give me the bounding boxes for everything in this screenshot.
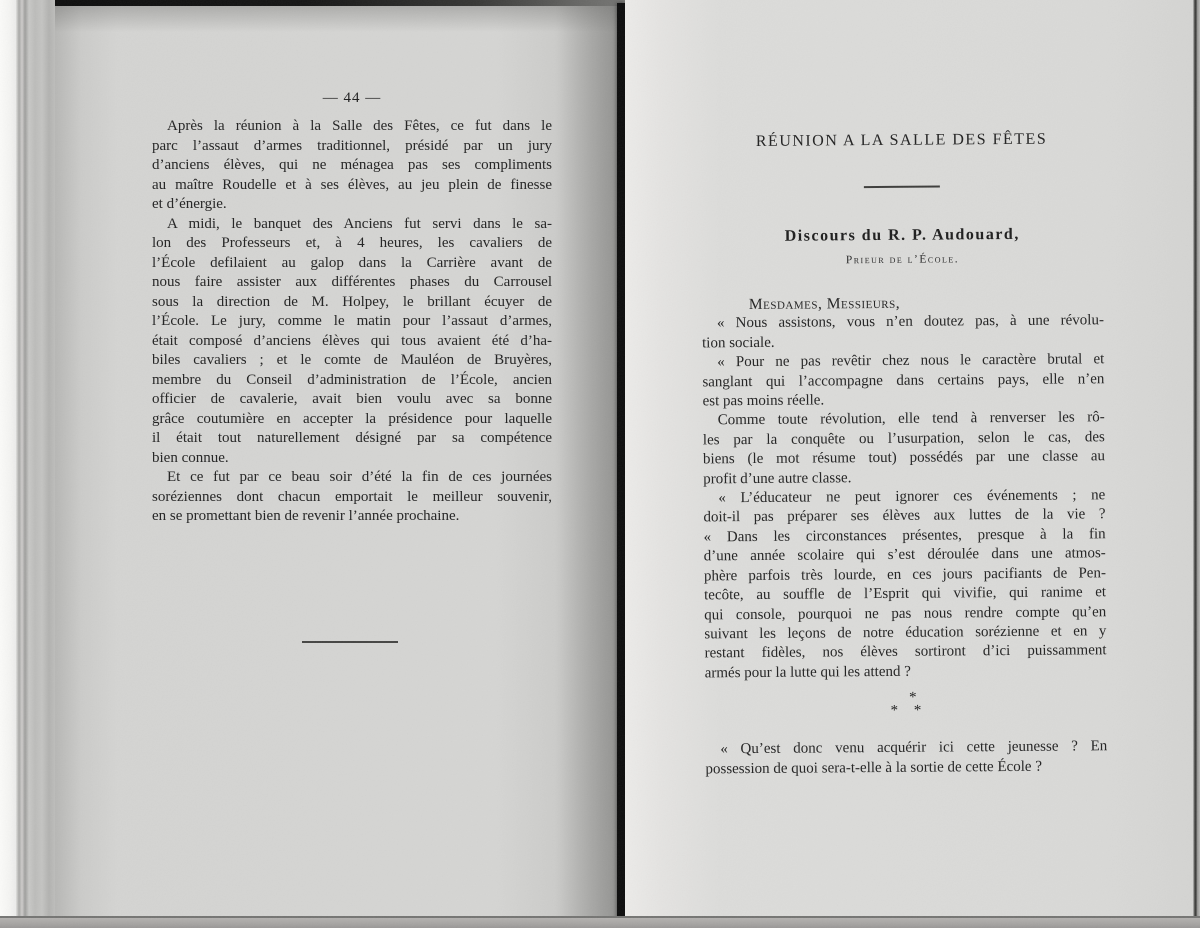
heading-rule-wrap <box>701 184 1103 189</box>
chapter-title: RÉUNION A LA SALLE DES FÊTES <box>755 130 1048 150</box>
page-number: — 44 — <box>322 90 382 106</box>
paragraph: « Nous assistons, vous n’en doutez pas, à une révolu- tion sociale. <box>702 312 1104 352</box>
scan-bottom-edge <box>0 916 1200 928</box>
speech-title: Discours du R. P. Audouard, <box>784 225 1020 245</box>
right-page-content <box>621 0 1198 916</box>
asterism: * * * <box>890 689 922 720</box>
scanner-edge <box>0 0 16 928</box>
section-divider <box>302 641 398 643</box>
right-page <box>625 0 1195 916</box>
right-page-text <box>702 292 1108 779</box>
salutation: Mesdames, Messieurs, <box>748 294 901 314</box>
paragraph: Comme toute révolution, elle tend à renverser les rô- les par la conquête ou l’usurpation, selon le cas, des biens (le mot résume tout) possédés par une classe au profit d’une autre classe. <box>702 409 1106 488</box>
paragraph: « L’éducateur ne peut ignorer ces événements ; ne doit-il pas préparer ses élèves aux luttes de la vie ? « Dans les circonstances présentes, presque à la fin d’une année scolaire qui s’est déroulée dans une atmos- phère parfois très lourde, en ces jours pacifiants de Pen- tecôte, au souffle de l’Esprit qui vivifie, qui ranime et qui console, pourquoi ne pas nous rendre compte qu’en suivant les leçons de notre éducation sorézienne et en y restant fidèles, nos élèves sortiront d’ici puissamment armés pour la lutte qui les attend ? <box>703 487 1107 682</box>
paragraph: Après la réunion à la Salle des Fêtes, ce fut dans le parc l’assaut d’armes traditionnel, présidé par un jury d’anciens élèves, qui ne ménagea pas ses compliments au maître Roudelle et à ses élèves, au jeu plein de finesse et d’énergie. <box>152 118 552 212</box>
page-right-edge <box>1193 0 1200 928</box>
speech-role: Prieur de l’École. <box>845 253 960 267</box>
heading-rule <box>864 186 940 189</box>
paragraph: « Pour ne pas revêtir chez nous le caractère brutal et sanglant qui l’accompagne dans certains pays, elle n’en est pas moins réelle. <box>702 351 1105 410</box>
spine-shadow <box>555 0 617 916</box>
left-page-text <box>152 117 552 527</box>
paragraph: Et ce fut par ce beau soir d’été la fin de ces journées soréziennes dont chacun emportait le meilleur souvenir, en se promettant bien de revenir l’année prochaine. <box>152 469 552 524</box>
page-stack-edges <box>16 0 56 922</box>
left-page <box>55 6 617 916</box>
paragraph: « Qu’est donc venu acquérir ici cette jeunesse ? En possession de quoi sera-t-elle à la sortie de cette École ? <box>705 738 1108 777</box>
paragraph: A midi, le banquet des Anciens fut servi dans le sa- lon des Professeurs et, à 4 heures, les cavaliers de l’École defilaient au galop dans la Carrière avant de nous faire assister aux différentes phases du Carrousel sous la direction de M. Holpey, le brillant écuyer de l’École. Le jury, comme le matin pour l’assaut d’armes, était composé d’anciens élèves qui tous avaient été d’ha- biles cavaliers ; et le comte de Mauléon de Bruyères, membre du Conseil d’administration de l’École, ancien officier de cavalerie, avait bien voulu avec sa bonne grâce coutumière en accepter la présidence pour laquelle il était tout naturellement désigné par sa compétence bien connue. <box>152 215 552 466</box>
